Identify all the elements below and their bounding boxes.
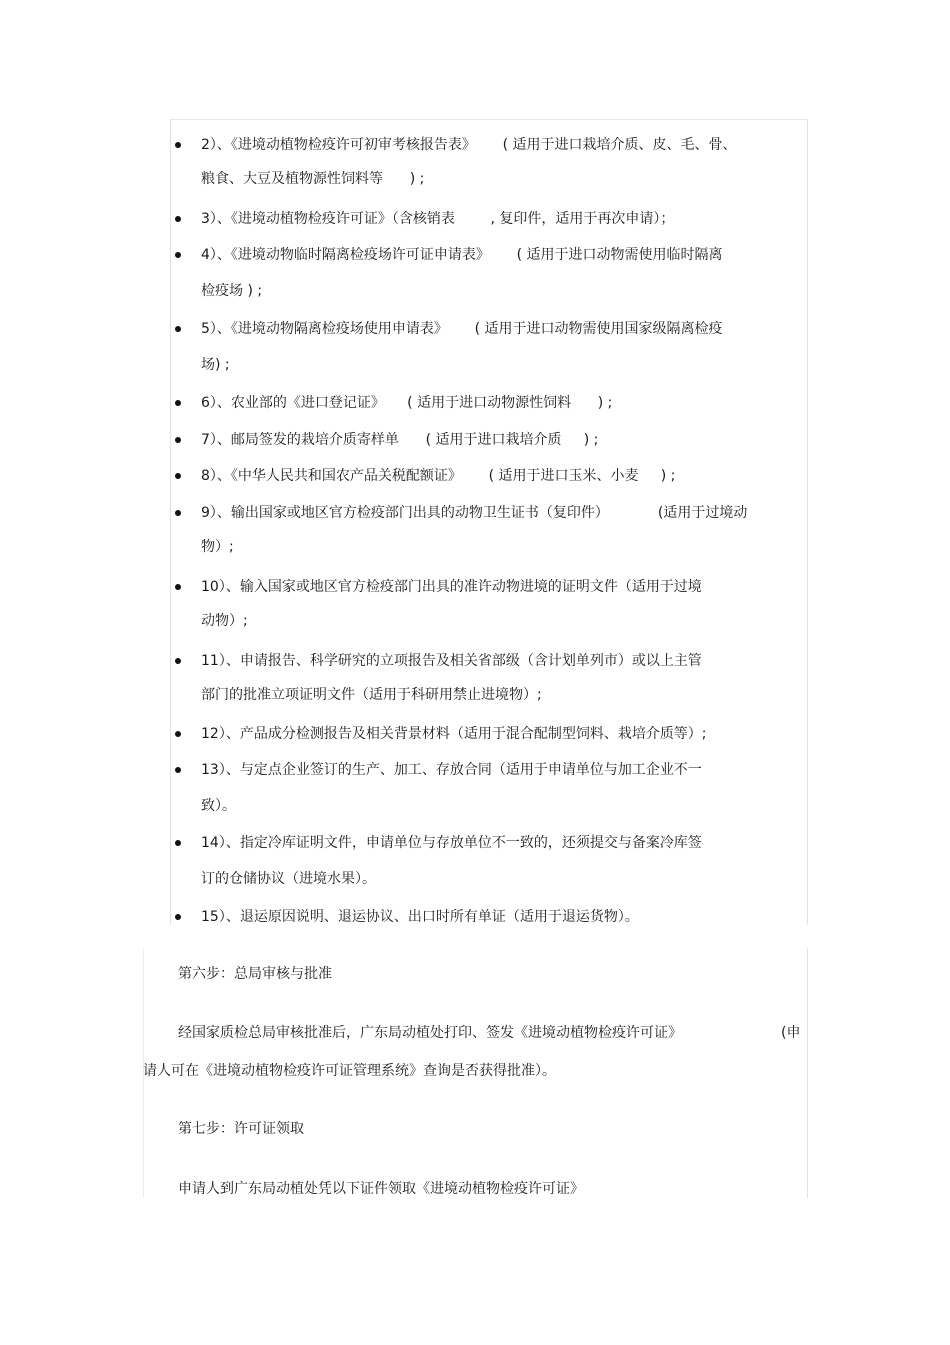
step7-body: 申请人到广东局动植处凭以下证件领取《进境动植物检疫许可证》 <box>178 1181 584 1197</box>
list-item-line: 订的仓储协议（进境水果）。 <box>201 871 376 887</box>
list-item-line: 7）、邮局签发的栽培介质寄样单 ( 适用于进口栽培介质 ) ; <box>201 432 599 448</box>
bullet-icon <box>175 326 181 332</box>
bullet-icon <box>175 914 181 920</box>
list-item-line: 2）、《进境动植物检疫许可初审考核报告表》 ( 适用于进口栽培介质、皮、毛、骨、 <box>201 137 737 153</box>
bullet-icon <box>175 400 181 406</box>
list-item-line: 11）、申请报告、科学研究的立项报告及相关省部级（含计划单列市）或以上主管 <box>201 653 702 669</box>
bullet-icon <box>175 510 181 516</box>
bullet-icon <box>175 473 181 479</box>
bullet-icon <box>175 252 181 258</box>
list-item-line: 4）、《进境动物临时隔离检疫场许可证申请表》 ( 适用于进口动物需使用临时隔离 <box>201 247 723 263</box>
list-item-line: 14）、指定冷库证明文件，申请单位与存放单位不一致的，还须提交与备案冷库签 <box>201 835 702 851</box>
list-item-line: 10）、输入国家或地区官方检疫部门出具的准许动物进境的证明文件（适用于过境 <box>201 579 702 595</box>
list-item-line: 12）、产品成分检测报告及相关背景材料（适用于混合配制型饲料、栽培介质等）; <box>201 726 707 742</box>
step7-heading: 第七步：许可证领取 <box>178 1121 304 1137</box>
list-item-line: 粮食、大豆及植物源性饲料等 ) ; <box>201 171 425 187</box>
list-item-line: 6）、农业部的《进口登记证》 ( 适用于进口动物源性饲料 ) ; <box>201 395 613 411</box>
step6-heading: 第六步：总局审核与批准 <box>178 966 332 982</box>
step6-body-line2: 请人可在《进境动植物检疫许可证管理系统》查询是否获得批准）。 <box>143 1063 556 1079</box>
bullet-icon <box>175 584 181 590</box>
bullet-icon <box>175 731 181 737</box>
bullet-icon <box>175 658 181 664</box>
list-item-line: 5）、《进境动物隔离检疫场使用申请表》 ( 适用于进口动物需使用国家级隔离检疫 <box>201 321 723 337</box>
list-item-line: 3）、《进境动植物检疫许可证》（含核销表 , 复印件，适用于再次申请）； <box>201 211 675 227</box>
list-item-line: 部门的批准立项证明文件（适用于科研用禁止进境物）; <box>201 687 542 703</box>
list-item-line: 物）; <box>201 539 234 555</box>
list-item-line: 13）、与定点企业签订的生产、加工、存放合同（适用于申请单位与加工企业不一 <box>201 762 702 778</box>
bullet-icon <box>175 767 181 773</box>
list-item-line: 9）、输出国家或地区官方检疫部门出具的动物卫生证书（复印件） (适用于过境动 <box>201 505 748 521</box>
step6-body-line1: 经国家质检总局审核批准后，广东局动植处打印、签发《进境动植物检疫许可证》 <box>178 1025 682 1041</box>
list-item-line: 8）、《中华人民共和国农产品关税配额证》 ( 适用于进口玉米、小麦 ) ; <box>201 468 676 484</box>
list-item-line: 场) ; <box>201 357 230 373</box>
bullet-icon <box>175 216 181 222</box>
list-item-line: 动物）; <box>201 613 248 629</box>
step6-body-aside: (申 <box>781 1025 801 1041</box>
list-item-line: 检疫场 ) ; <box>201 283 263 299</box>
bullet-icon <box>175 840 181 846</box>
bullet-icon <box>175 142 181 148</box>
list-item-line: 15）、退运原因说明、退运协议、出口时所有单证（适用于退运货物）。 <box>201 909 639 925</box>
bullet-icon <box>175 437 181 443</box>
list-item-line: 致）。 <box>201 798 236 814</box>
